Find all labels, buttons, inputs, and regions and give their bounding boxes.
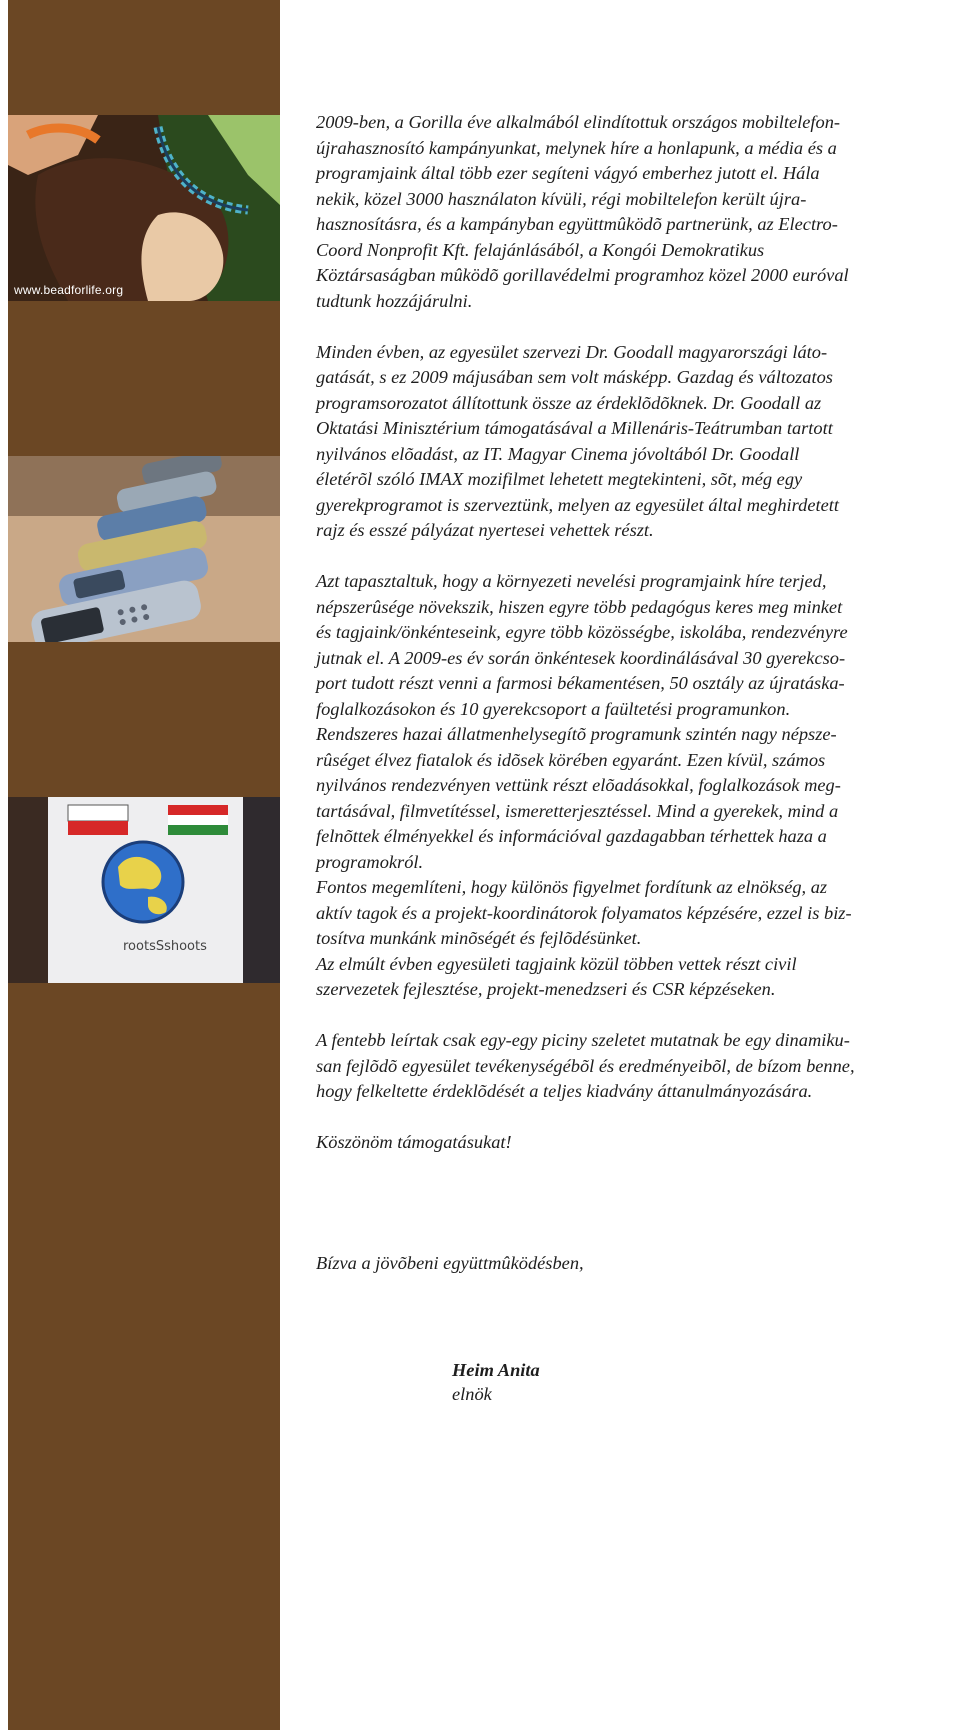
paragraph-summary: A fentebb leírtak csak egy-egy piciny szeletet mutatnak be egy dinamiku- san fejlõdõ egyesület tevékenységébõl és eredményeibõl, de bízom benne, hogy felkeltette érdeklõdését a teljes kiadvány áttanulmányozására. (316, 1030, 855, 1101)
closing-line: Bízva a jövõbeni együttmûködésben, (316, 1253, 584, 1273)
photo-hands-bracelets (8, 115, 280, 301)
photo-credit: www.beadforlife.org (14, 283, 124, 297)
signature-role: elnök (452, 1384, 492, 1404)
hands-illustration (8, 115, 280, 301)
poster-illustration (8, 797, 280, 983)
main-text-column (316, 110, 952, 1156)
phones-illustration (8, 456, 280, 642)
paragraph-education-programs: Azt tapasztaltuk, hogy a környezeti nevelési programjaink híre terjed, népszerûsége növekszik, hiszen egyre több pedagógus keres meg minket és tagjaink/önkénteseink, egyre több közösségbe, iskolába, rendezvényre jutnak el. A 2009-es év során önkéntesek koordinálásával 30 gyerekcso- port tudott részt venni a farmosi békamentésen, 50 osztály az újratáska- foglalkozásokon és 10 gyerekcsoport a faültetési programunkon. Rendszeres hazai állatmenhelysegítõ programunk szintén nagy népsze- rûséget élvez fiatalok és idõsek körében egyaránt. Ezen kívül, számos nyilvános rendezvényen vettünk részt elõadásokkal, foglalkozások meg- tartásával, filmvetítéssel, ismeretterjesztéssel. Mind a gyerekek, mind a felnõttek élményekkel és információval gazdagabban térhettek haza a programokról. Fontos megemlíteni, hogy különös figyelmet fordítunk az elnökség, az aktív tagok és a projekt-koordinátorok folyamatos képzésére, ezzel is biz- tosítva munkánk minõségét és fejlõdésünket. Az elmúlt évben egyesületi tagjaink közül többen vettek részt civil szervezetek fejlesztése, projekt-menedzseri és CSR képzéseken. (316, 571, 852, 999)
photo-poster-flags-globe (8, 797, 280, 983)
paragraph-goodall-visit: Minden évben, az egyesület szervezi Dr. Goodall magyarországi láto- gatását, s ez 2009 májusában sem volt másképp. Gazdag és változatos programsorozatot állítottunk össze az érdeklõdõknek. Dr. Goodall az Oktatási Minisztérium támogatásával a Millenáris-Teátrumban tartott nyilvános elõadást, az IT. Magyar Cinema jóvoltából Dr. Goodall életérõl szóló IMAX mozifilmet lehetett megtekinteni, sõt, még egy gyerekprogramot is szerveztünk, melyen az egyesület által meghirdetett rajz és esszé pályázat nyertesei vehettek részt. (316, 341, 839, 540)
photo-mobile-phones (8, 456, 280, 642)
paragraph-thanks: Köszönöm támogatásukat! (316, 1132, 512, 1152)
poster-logo-text: rootsSshoots (123, 939, 207, 954)
signature-name: Heim Anita (452, 1360, 540, 1380)
paragraph-gorilla-campaign: 2009-ben, a Gorilla éve alkalmából elindítottuk országos mobiltelefon- újrahasznosító kampányunkat, melynek híre a honlapunk, a média és a programjaink által több ezer segíteni vágyó emberhez jutott el. Hála nekik, közel 3000 használaton kívüli, régi mobiltelefon került újra- hasznosításra, és a kampányban együttmûködõ partnerünk, az Electro- Coord Nonprofit Kft. felajánlásából, a Kongói Demokratikus Köztársaságban mûködõ gorillavédelmi programhoz közel 2000 euróval tudtunk hozzájárulni. (316, 112, 849, 311)
